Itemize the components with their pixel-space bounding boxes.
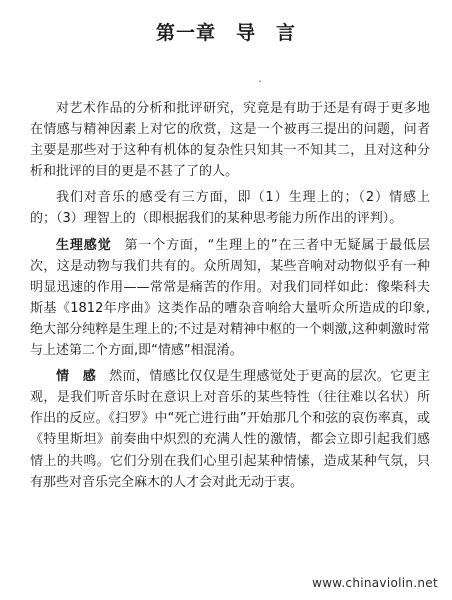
paragraph-physical bbox=[30, 235, 430, 362]
stray-ink-mark: ˇ bbox=[258, 80, 262, 89]
section-heading-emotion: 情 感 bbox=[56, 369, 97, 385]
site-watermark: www.chinaviolin.net bbox=[312, 576, 438, 590]
paragraph-physical-body: 第一个方面，“生理上的”在三者中无疑属于最低层次，这是动物与我们共有的。众所周知，某些音响对动物似乎有一种明显迅速的作用——常常是痛苦的作用。对我们同样如此：像柴科夫斯基《1812年序曲》这类作品的嘈杂音响给大量听众所造成的印象,绝大部分纯粹是生理上的;不过是对精神中枢的一个刺激,这种刺激时常与上述第二个方面,即“情感”相混淆。 bbox=[30, 237, 430, 359]
section-heading-physical: 生理感觉 bbox=[56, 237, 112, 253]
paragraph-emotion-body: 然而，情感比仅仅是生理感觉处于更高的层次。它更主观，是我们听音乐时在意识上对音乐的某些特性（往往难以名状）所作出的反应。《扫罗》中“死亡进行曲”开始那几个和弦的哀伤率真，或《特里斯坦》前奏曲中炽烈的充满人性的激情，都会立即引起我们感情上的共鸣。它们分别在我们心里引起某种情愫，造成某种气氛，只有那些对音乐完全麻木的人才会对此无动于衷。 bbox=[30, 369, 430, 490]
paragraph-emotion bbox=[30, 366, 430, 493]
paragraph-three-aspects: 我们对音乐的感受有三方面，即（1）生理上的；（2）情感上的；（3）理智上的（即根据我们的某种思考能力所作出的评判）。 bbox=[30, 190, 430, 227]
paragraph-intro: 对艺术作品的分析和批评研究，究竟是有助于还是有碍于更多地在情感与精神因素上对它的欣赏，这是一个被再三提出的问题，问者主要是那些对于这种有机体的复杂性只知其一不知其二，且对这种分析和批评的目的更是不甚了了的人。 bbox=[30, 101, 430, 180]
body-text bbox=[30, 98, 430, 493]
chapter-title: 第一章 导 言 bbox=[155, 22, 296, 44]
